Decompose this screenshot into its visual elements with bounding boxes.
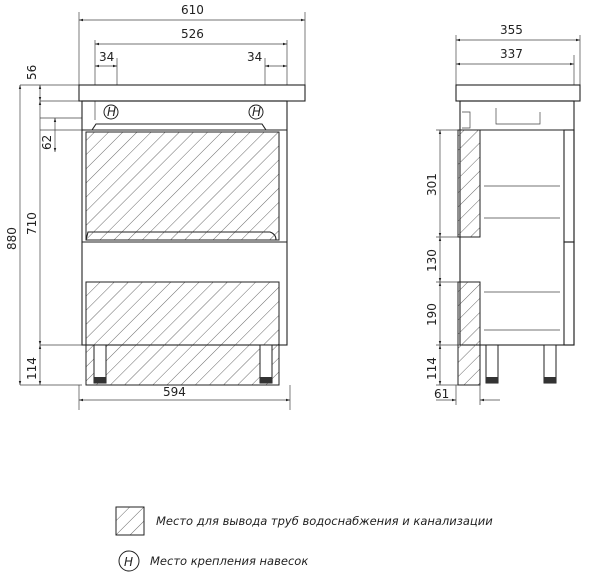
dim-side-wall-offset: 61 <box>434 387 450 401</box>
dim-front-inner-width: 526 <box>181 27 204 41</box>
side-hatch-zone-lower <box>458 282 480 385</box>
svg-text:H: H <box>124 555 134 569</box>
legend-mount-label: Место крепления навесок <box>150 554 309 568</box>
dim-side-total-depth: 355 <box>500 23 523 37</box>
svg-text:H: H <box>252 105 262 119</box>
mount-symbol-right <box>249 105 263 119</box>
front-hatch-zone-lower <box>86 282 279 385</box>
side-countertop <box>456 85 580 101</box>
side-view <box>425 23 580 405</box>
legend-hatch-swatch <box>116 507 144 535</box>
dim-side-upper-zone: 301 <box>425 173 439 196</box>
legend-mount-symbol <box>119 551 139 571</box>
dim-side-leg-height: 114 <box>425 357 439 380</box>
legend <box>116 507 493 571</box>
legend-hatch-label: Место для вывода труб водоснабжения и канализации <box>156 514 493 528</box>
dim-front-top-thickness: 56 <box>25 64 39 80</box>
dim-front-left-offset: 34 <box>99 50 115 64</box>
dim-front-total-width: 610 <box>181 3 204 17</box>
dim-side-lower-zone: 190 <box>425 303 439 326</box>
dim-front-body-height: 710 <box>25 212 39 235</box>
dim-front-base-width: 594 <box>163 385 186 399</box>
dim-front-leg-height: 114 <box>25 357 39 380</box>
front-countertop <box>79 85 305 101</box>
mount-symbol-left <box>104 105 118 119</box>
dim-front-total-height: 880 <box>5 227 19 250</box>
dim-front-right-offset: 34 <box>247 50 263 64</box>
svg-text:H: H <box>107 105 117 119</box>
front-view <box>5 3 305 410</box>
dim-side-body-depth: 337 <box>500 47 523 61</box>
front-hatch-zone-upper <box>86 132 279 240</box>
dim-front-mount-height: 62 <box>40 134 54 150</box>
side-hatch-zone-upper <box>458 130 480 237</box>
dim-side-middle-zone: 130 <box>425 249 439 272</box>
